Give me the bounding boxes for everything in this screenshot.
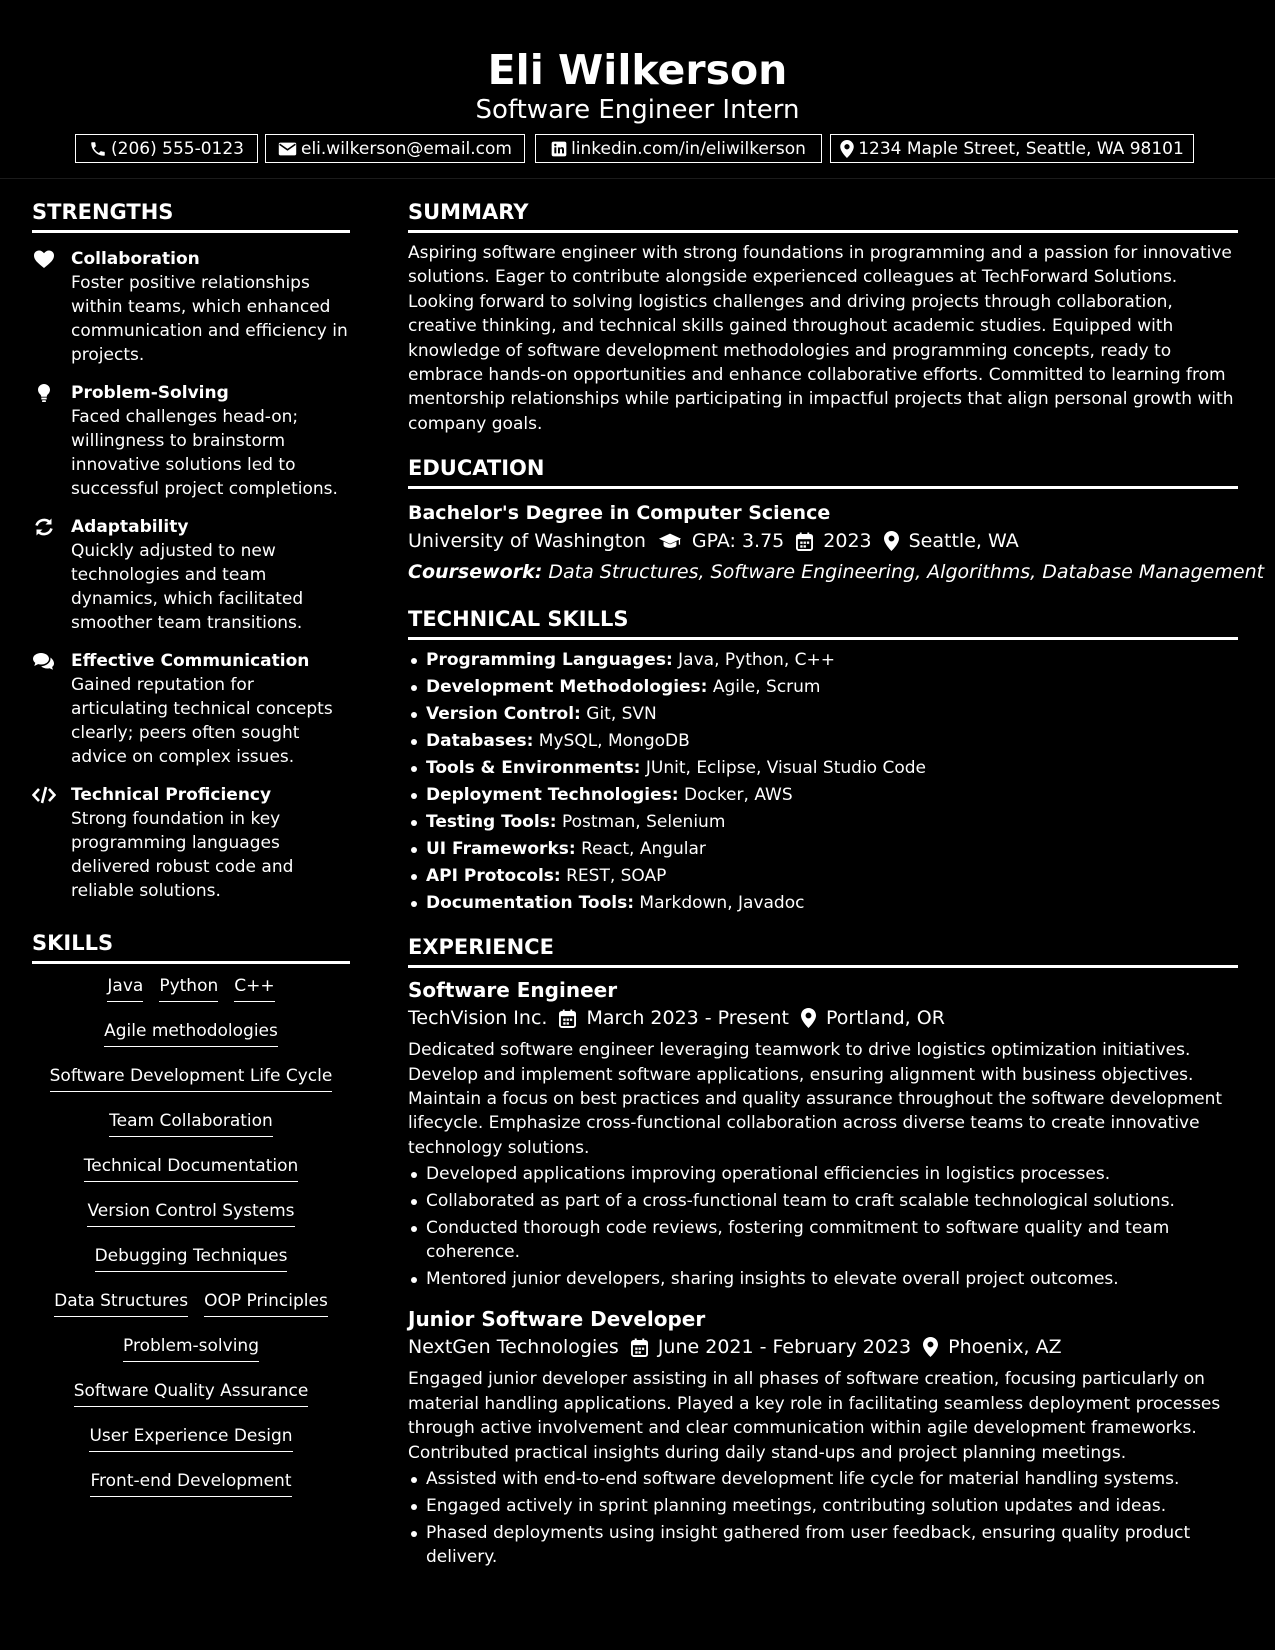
contact-email[interactable] [265, 134, 525, 163]
skill-tag: Agile methodologies [104, 1019, 278, 1047]
email-text: eli.wilkerson@email.com [301, 138, 512, 159]
skill-values: JUnit, Eclipse, Visual Studio Code [645, 758, 926, 779]
experience-heading: EXPERIENCE [408, 933, 1238, 968]
job-location: Portland, OR [825, 1007, 945, 1030]
skill-values: Postman, Selenium [561, 812, 726, 833]
strength-item [32, 515, 350, 635]
list-item [426, 864, 1238, 888]
skill-category: Tools & Environments: [426, 758, 641, 779]
coursework-label: Coursework: [408, 561, 543, 584]
school-name: University of Washington [408, 530, 646, 553]
technical-skills-heading: TECHNICAL SKILLS [408, 605, 1238, 640]
calendar-icon [796, 532, 813, 551]
skill-category: API Protocols: [426, 866, 561, 887]
main-column [408, 198, 1265, 1572]
map-pin-icon [801, 1008, 816, 1028]
strength-item [32, 649, 350, 769]
job-summary: Dedicated software engineer leveraging teamwork to drive logistics optimization initiatives. Develop and implement software applications, ensuring alignment with business objectives. Maintain a focus on best practices and quality assurance throughout the software development lifecycle. Emphasize cross-functional collaboration across diverse teams to create innovative technology solutions. [408, 1040, 1223, 1158]
contact-address[interactable] [830, 134, 1194, 163]
strength-item [32, 247, 350, 367]
graduation-cap-icon [658, 532, 682, 550]
strength-desc: Quickly adjusted to new technologies and team dynamics, which facilitated smoother team transitions. [71, 541, 304, 633]
skill-values: Java, Python, C++ [678, 650, 835, 671]
linkedin-text: linkedin.com/in/eliwilkerson [571, 138, 806, 159]
skills-list [32, 974, 350, 1514]
job-dates: March 2023 - Present [586, 1007, 789, 1030]
skill-tag: Front-end Development [90, 1469, 291, 1497]
skills-line [32, 1424, 350, 1469]
skill-category: Development Methodologies: [426, 677, 708, 698]
skill-category: Testing Tools: [426, 812, 557, 833]
education-heading: EDUCATION [408, 454, 1238, 489]
skill-tag: Software Development Life Cycle [50, 1064, 333, 1092]
calendar-icon [559, 1009, 576, 1028]
strength-title: Effective Communication [71, 651, 310, 671]
strength-title: Problem-Solving [71, 383, 229, 403]
skill-category: Version Control: [426, 704, 581, 725]
strength-item [32, 381, 350, 501]
list-item [426, 783, 1238, 807]
map-pin-icon [884, 531, 899, 551]
contact-row [0, 134, 1275, 165]
strength-desc: Faced challenges head-on; willingness to brainstorm innovative solutions led to successful project completions. [71, 407, 338, 499]
job-entry [408, 1305, 1238, 1569]
graduation-year: 2023 [823, 530, 872, 553]
skills-heading: SKILLS [32, 929, 350, 964]
school-location: Seattle, WA [908, 530, 1019, 553]
strength-desc: Foster positive relationships within teams, which enhanced communication and efficiency in projects. [71, 273, 348, 365]
list-item: Conducted thorough code reviews, fostering commitment to software quality and team coherence. [426, 1216, 1238, 1264]
skill-tag: Python [159, 974, 218, 1002]
address-text: 1234 Maple Street, Seattle, WA 98101 [858, 138, 1184, 159]
code-icon [32, 785, 56, 805]
linkedin-icon [551, 141, 567, 157]
sidebar [32, 198, 350, 1514]
list-item: Collaborated as part of a cross-functional team to craft scalable technological solutions. [426, 1189, 1238, 1213]
skill-category: Databases: [426, 731, 534, 752]
technical-skills-list [408, 648, 1238, 915]
strengths-heading: STRENGTHS [32, 198, 350, 233]
list-item [426, 675, 1238, 699]
company-name: NextGen Technologies [408, 1336, 619, 1359]
job-title: Software Engineer [408, 978, 618, 1003]
phone-text: (206) 555-0123 [111, 138, 244, 159]
skill-values: React, Angular [581, 839, 706, 860]
resume-header [0, 0, 1275, 179]
skill-category: Deployment Technologies: [426, 785, 679, 806]
candidate-name: Eli Wilkerson [487, 46, 788, 94]
phone-icon [89, 140, 107, 158]
skill-tag: Debugging Techniques [95, 1244, 288, 1272]
skill-tag: OOP Principles [204, 1289, 328, 1317]
skill-tag: C++ [234, 974, 274, 1002]
contact-linkedin[interactable] [535, 134, 822, 163]
strength-title: Adaptability [71, 517, 189, 537]
strength-item [32, 783, 350, 903]
skills-line [32, 1154, 350, 1199]
job-dates: June 2021 - February 2023 [657, 1336, 912, 1359]
skills-line [32, 1289, 350, 1334]
summary-text: Aspiring software engineer with strong foundations in programming and a passion for innovative solutions. Eager to contribute alongside experienced colleagues at TechForward Solutions. Looking forward to solving logistics challenges and driving projects through collaboration, creative thinking, and technical skills gained throughout academic studies. Equipped with knowledge of software development methodologies and programming concepts, ready to embrace hands-on opportunities and enhance collaborative efforts. Committed to learning from mentorship relationships while participating in impactful projects that align personal growth with company goals. [408, 243, 1234, 434]
skill-tag: Problem-solving [123, 1334, 259, 1362]
heart-icon [32, 249, 56, 269]
degree-title: Bachelor's Degree in Computer Science [408, 502, 831, 525]
skills-line [32, 1064, 350, 1109]
list-item [426, 891, 1238, 915]
skill-values: Git, SVN [586, 704, 657, 725]
list-item: Developed applications improving operational efficiencies in logistics processes. [426, 1162, 1238, 1186]
skills-line [32, 1469, 350, 1514]
skill-tag: Java [107, 974, 143, 1002]
list-item: Phased deployments using insight gathered from user feedback, ensuring quality product delivery. [426, 1521, 1238, 1569]
skill-category: UI Frameworks: [426, 839, 576, 860]
job-location: Phoenix, AZ [948, 1336, 1062, 1359]
company-name: TechVision Inc. [408, 1007, 548, 1030]
skills-line [32, 1244, 350, 1289]
skill-values: Agile, Scrum [712, 677, 821, 698]
gpa-text: GPA: 3.75 [691, 530, 785, 553]
list-item [426, 837, 1238, 861]
skills-line [32, 974, 350, 1019]
skill-values: REST, SOAP [566, 866, 667, 887]
list-item [426, 756, 1238, 780]
job-summary: Engaged junior developer assisting in all phases of software creation, focusing particularly on material handling applications. Played a key role in facilitating seamless deployment processes through active involvement and clear communication within agile development frameworks. Contributed practical insights during daily stand-ups and project planning meetings. [408, 1369, 1221, 1463]
skill-values: Docker, AWS [683, 785, 793, 806]
job-bullets [408, 1467, 1238, 1569]
skill-values: MySQL, MongoDB [538, 731, 690, 752]
strength-desc: Gained reputation for articulating technical concepts clearly; peers often sought advice on complex issues. [71, 675, 333, 767]
skill-tag: Team Collaboration [109, 1109, 273, 1137]
map-pin-icon [923, 1337, 938, 1357]
calendar-icon [631, 1338, 648, 1357]
sync-icon [32, 517, 56, 537]
skills-line [32, 1019, 350, 1064]
list-item: Assisted with end-to-end software development life cycle for material handling systems. [426, 1467, 1238, 1491]
lightbulb-icon [32, 383, 56, 403]
list-item: Engaged actively in sprint planning meetings, contributing solution updates and ideas. [426, 1494, 1238, 1518]
skill-tag: Technical Documentation [84, 1154, 299, 1182]
map-pin-icon [840, 140, 854, 158]
job-meta [408, 1004, 1238, 1032]
job-title: Junior Software Developer [408, 1307, 706, 1332]
job-entry [408, 976, 1238, 1291]
skill-tag: Version Control Systems [87, 1199, 294, 1227]
job-bullets [408, 1162, 1238, 1291]
skill-values: Markdown, Javadoc [639, 893, 805, 914]
summary-heading: SUMMARY [408, 198, 1238, 233]
skill-tag: Data Structures [54, 1289, 188, 1317]
skill-tag: User Experience Design [89, 1424, 292, 1452]
job-meta [408, 1333, 1238, 1361]
skills-line [32, 1379, 350, 1424]
strength-title: Collaboration [71, 249, 200, 269]
strength-desc: Strong foundation in key programming languages delivered robust code and reliable solutions. [71, 809, 294, 901]
skills-line [32, 1334, 350, 1379]
envelope-icon [278, 141, 297, 157]
candidate-title: Software Engineer Intern [475, 95, 800, 125]
education-meta [408, 527, 1238, 555]
list-item [426, 810, 1238, 834]
strength-title: Technical Proficiency [71, 785, 272, 805]
skills-line [32, 1199, 350, 1244]
list-item [426, 702, 1238, 726]
list-item [426, 648, 1238, 672]
skills-line [32, 1109, 350, 1154]
comments-icon [32, 651, 56, 671]
skill-category: Programming Languages: [426, 650, 673, 671]
list-item [426, 729, 1238, 753]
list-item: Mentored junior developers, sharing insights to elevate overall project outcomes. [426, 1267, 1238, 1291]
coursework-line [408, 557, 1265, 587]
skill-category: Documentation Tools: [426, 893, 635, 914]
contact-phone[interactable] [75, 134, 258, 163]
skill-tag: Software Quality Assurance [74, 1379, 309, 1407]
coursework-list: Data Structures, Software Engineering, Algorithms, Database Management [548, 561, 1265, 584]
